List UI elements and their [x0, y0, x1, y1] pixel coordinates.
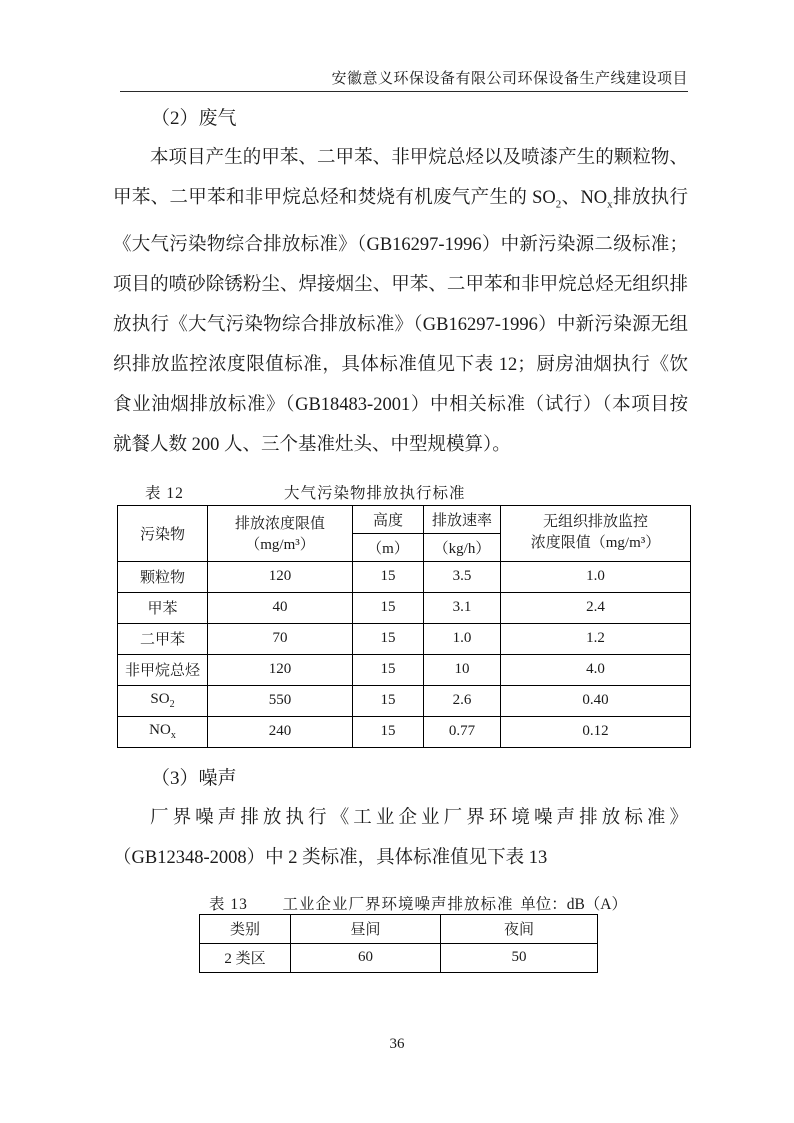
- table-cell-concentration: 240: [208, 716, 353, 747]
- table-cell-night: 50: [441, 943, 598, 972]
- table-cell-height: 15: [353, 623, 424, 654]
- table-cell-rate: 1.0: [424, 623, 501, 654]
- so2-formula: $SO_2$: [532, 188, 562, 211]
- table-cell-concentration: 550: [208, 685, 353, 716]
- formula-separator: 、: [561, 188, 581, 208]
- table-cell-rate: 3.5: [424, 561, 501, 592]
- table12-caption: [117, 481, 690, 503]
- table-cell-rate: 2.6: [424, 685, 501, 716]
- section-heading-noise: （3）噪声: [151, 767, 237, 789]
- table-cell-concentration: 120: [208, 654, 353, 685]
- page-number: 36: [389, 1036, 405, 1052]
- table-cell-concentration: 70: [208, 623, 353, 654]
- table12-row-so2: [118, 685, 691, 716]
- table13-noise-standards: [199, 914, 598, 973]
- table12-row-particulate: [118, 561, 691, 592]
- table-cell-height: 15: [353, 716, 424, 747]
- table12-row-nox: [118, 716, 691, 747]
- table12-header-height-unit: （m）: [353, 533, 424, 561]
- table-cell-fugitive: 4.0: [501, 654, 691, 685]
- section-heading-waste-gas: （2）废气: [151, 108, 237, 129]
- table-cell-fugitive: 0.12: [501, 716, 691, 747]
- table-cell-height: 15: [353, 561, 424, 592]
- table12-header-height: 高度: [353, 505, 424, 533]
- table12-caption-label: 表 12: [145, 484, 184, 502]
- waste-gas-text-1: 本项目产生的甲苯、二甲苯、非甲烷总烃以及喷漆产生的颗粒物、甲苯、二甲苯和非甲烷总烃和焚烧有机废气产生的: [113, 148, 688, 208]
- table-cell-concentration: 40: [208, 592, 353, 623]
- header-title: 安徽意义环保设备有限公司环保设备生产线建设项目: [331, 71, 688, 87]
- table-cell-pollutant: 颗粒物: [118, 561, 208, 592]
- table-cell-pollutant: 二甲苯: [118, 623, 208, 654]
- table12-caption-title: 大气污染物排放执行标准: [284, 484, 466, 502]
- table-cell-fugitive: 0.40: [501, 685, 691, 716]
- noise-paragraph-line2: （GB12348-2008）中 2 类标准，具体标准值见下表 13: [113, 847, 548, 868]
- page-header: [120, 70, 688, 92]
- waste-gas-paragraph: [113, 138, 688, 465]
- table-cell-rate: 3.1: [424, 592, 501, 623]
- table13-header-category: 类别: [200, 914, 291, 943]
- table12-header-rate: 排放速率: [424, 505, 501, 533]
- table-cell-fugitive: 1.2: [501, 623, 691, 654]
- table-cell-fugitive: 1.0: [501, 561, 691, 592]
- table13-caption: [199, 892, 627, 914]
- table13-header-night: 夜间: [441, 914, 598, 943]
- table-cell-height: 15: [353, 654, 424, 685]
- table12-air-pollutant-standards: [117, 505, 691, 748]
- table13-caption-unit: 单位：dB（A）: [520, 895, 627, 913]
- table-cell-concentration: 120: [208, 561, 353, 592]
- table13-header-row: [200, 914, 598, 943]
- table12-header-fugitive: 无组织排放监控 浓度限值（mg/m³）: [501, 505, 691, 561]
- table-cell-daytime: 60: [291, 943, 441, 972]
- table12-header-rate-unit: （kg/h）: [424, 533, 501, 561]
- table-cell-fugitive: 2.4: [501, 592, 691, 623]
- table-cell-height: 15: [353, 685, 424, 716]
- table-cell-pollutant: 非甲烷总烃: [118, 654, 208, 685]
- table-cell-rate: 10: [424, 654, 501, 685]
- table-cell-pollutant: $NO_x$: [118, 716, 208, 747]
- table13-header-daytime: 昼间: [291, 914, 441, 943]
- table12-header-concentration: 排放浓度限值（mg/m³）: [208, 505, 353, 561]
- table13-caption-title: 工业企业厂界环境噪声排放标准: [282, 895, 514, 913]
- table-cell-pollutant: 甲苯: [118, 592, 208, 623]
- noise-paragraph-line1: 厂界噪声排放执行《工业企业厂界环境噪声排放标准》: [150, 807, 688, 828]
- table12-row-nmhc: [118, 654, 691, 685]
- table12-row-xylene: [118, 623, 691, 654]
- table-cell-height: 15: [353, 592, 424, 623]
- waste-gas-text-2: 排放执行《大气污染物综合排放标准》（GB16297-1996）中新污染源二级标准；项目的喷砂除锈粉尘、焊接烟尘、甲苯、二甲苯和非甲烷总烃无组织排放执行《大气污染物综合排放标准》（GB16297-1996）中新污染源无组织排放监控浓度限值标准，具体标准值见下表 12；厨房油烟执行《饮食业油烟排放标准》（GB18483-2001）中相关标准（试行）（本项目按就餐人数 200 人、三个基准灶头、中型规模算）。: [113, 188, 688, 455]
- table13-caption-label: 表 13: [209, 895, 248, 913]
- table-cell-pollutant: $SO_2$: [118, 685, 208, 716]
- table13-row-class2: [200, 943, 598, 972]
- table12-row-toluene: [118, 592, 691, 623]
- table12-header-row-1: [118, 505, 691, 533]
- nox-formula: $NO_x$: [580, 188, 613, 211]
- table12-header-pollutant: 污染物: [118, 505, 208, 561]
- table-cell-rate: 0.77: [424, 716, 501, 747]
- table-cell-category: 2 类区: [200, 943, 291, 972]
